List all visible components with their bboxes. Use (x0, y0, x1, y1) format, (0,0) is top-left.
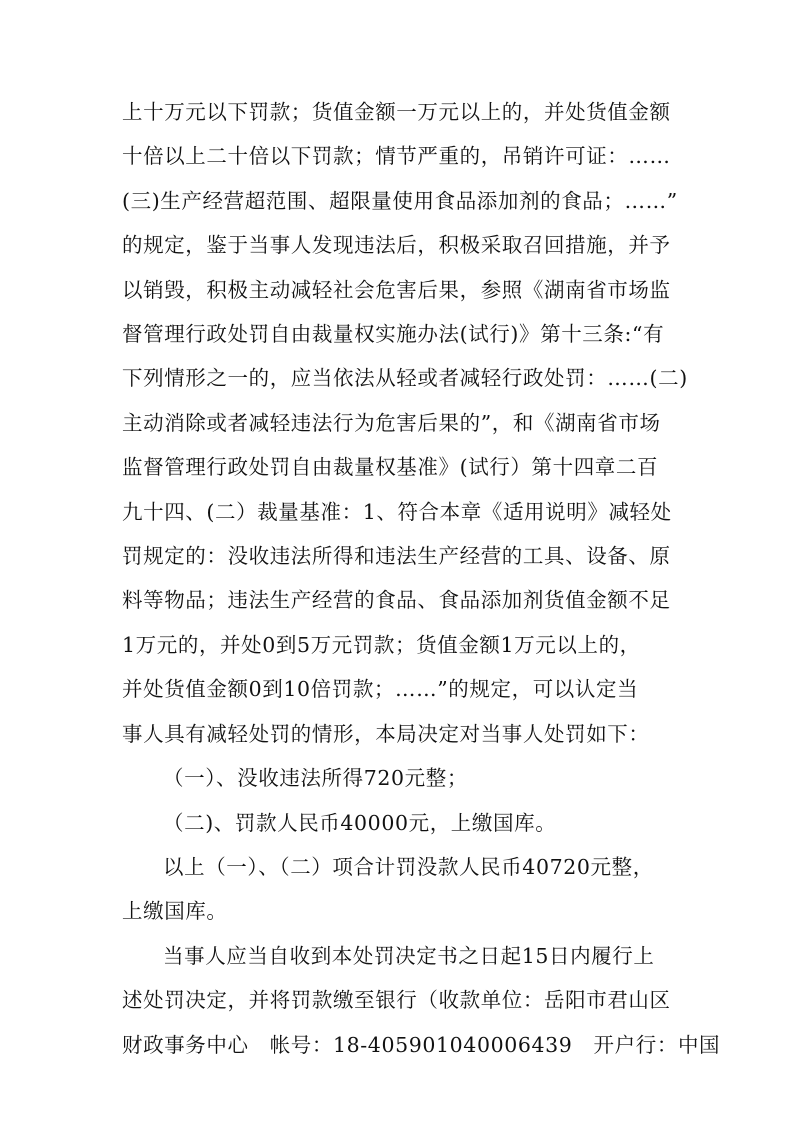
text-line: (三)生产经营超范围、超限量使用食品添加剂的食品；……” (122, 188, 678, 213)
text-line: 十倍以上二十倍以下罚款；情节严重的，吊销许可证：…… (122, 144, 671, 169)
text-line: 九十四、(二）裁量基准：1、符合本章《适用说明》减轻处 (122, 499, 672, 524)
text-line: 述处罚决定，并将罚款缴至银行（收款单位：岳阳市君山区 (122, 988, 671, 1013)
text-line: 以销毁，积极主动减轻社会危害后果，参照《湖南省市场监 (122, 277, 671, 302)
text-line: 1万元的，并处0到5万元罚款；货值金额1万元以上的， (122, 632, 641, 657)
text-line: 财政事务中心 帐号：18-405901040006439 开户行：中国 (122, 1032, 721, 1057)
penalty-total: 以上（一）、（二）项合计罚没款人民币40720元整， (163, 854, 654, 879)
penalty-item-1: （一）、没收违法所得720元整； (163, 766, 468, 791)
text-line: 事人具有减轻处罚的情形，本局决定对当事人处罚如下： (122, 721, 650, 746)
text-line: 下列情形之一的，应当依法从轻或者减轻行政处罚：……(二) (122, 366, 688, 391)
text-line: 罚规定的：没收违法所得和违法生产经营的工具、设备、原 (122, 544, 671, 569)
text-line: 料等物品；违法生产经营的食品、食品添加剂货值金额不足 (122, 588, 671, 613)
document-body (122, 90, 721, 1067)
text-line: 监督管理行政处罚自由裁量权基准》(试行）第十四章二百 (122, 455, 659, 480)
penalty-item-2: （二)、罚款人民币40000元，上缴国库。 (163, 810, 557, 835)
text-line: 督管理行政处罚自由裁量权实施办法(试行)》第十三条:“有 (122, 322, 665, 347)
text-line: 并处货值金额0到10倍罚款；……”的规定，可以认定当 (122, 677, 639, 702)
text-line: 上缴国库。 (122, 899, 228, 924)
text-line: 上十万元以下罚款；货值金额一万元以上的，并处货值金额 (122, 100, 671, 124)
text-line: 主动消除或者减轻违法行为危害后果的”，和《湖南省市场 (122, 410, 661, 435)
text-line: 的规定，鉴于当事人发现违法后，积极采取召回措施，并予 (122, 233, 671, 258)
payment-instruction: 当事人应当自收到本处罚决定书之日起15日内履行上 (163, 943, 655, 968)
